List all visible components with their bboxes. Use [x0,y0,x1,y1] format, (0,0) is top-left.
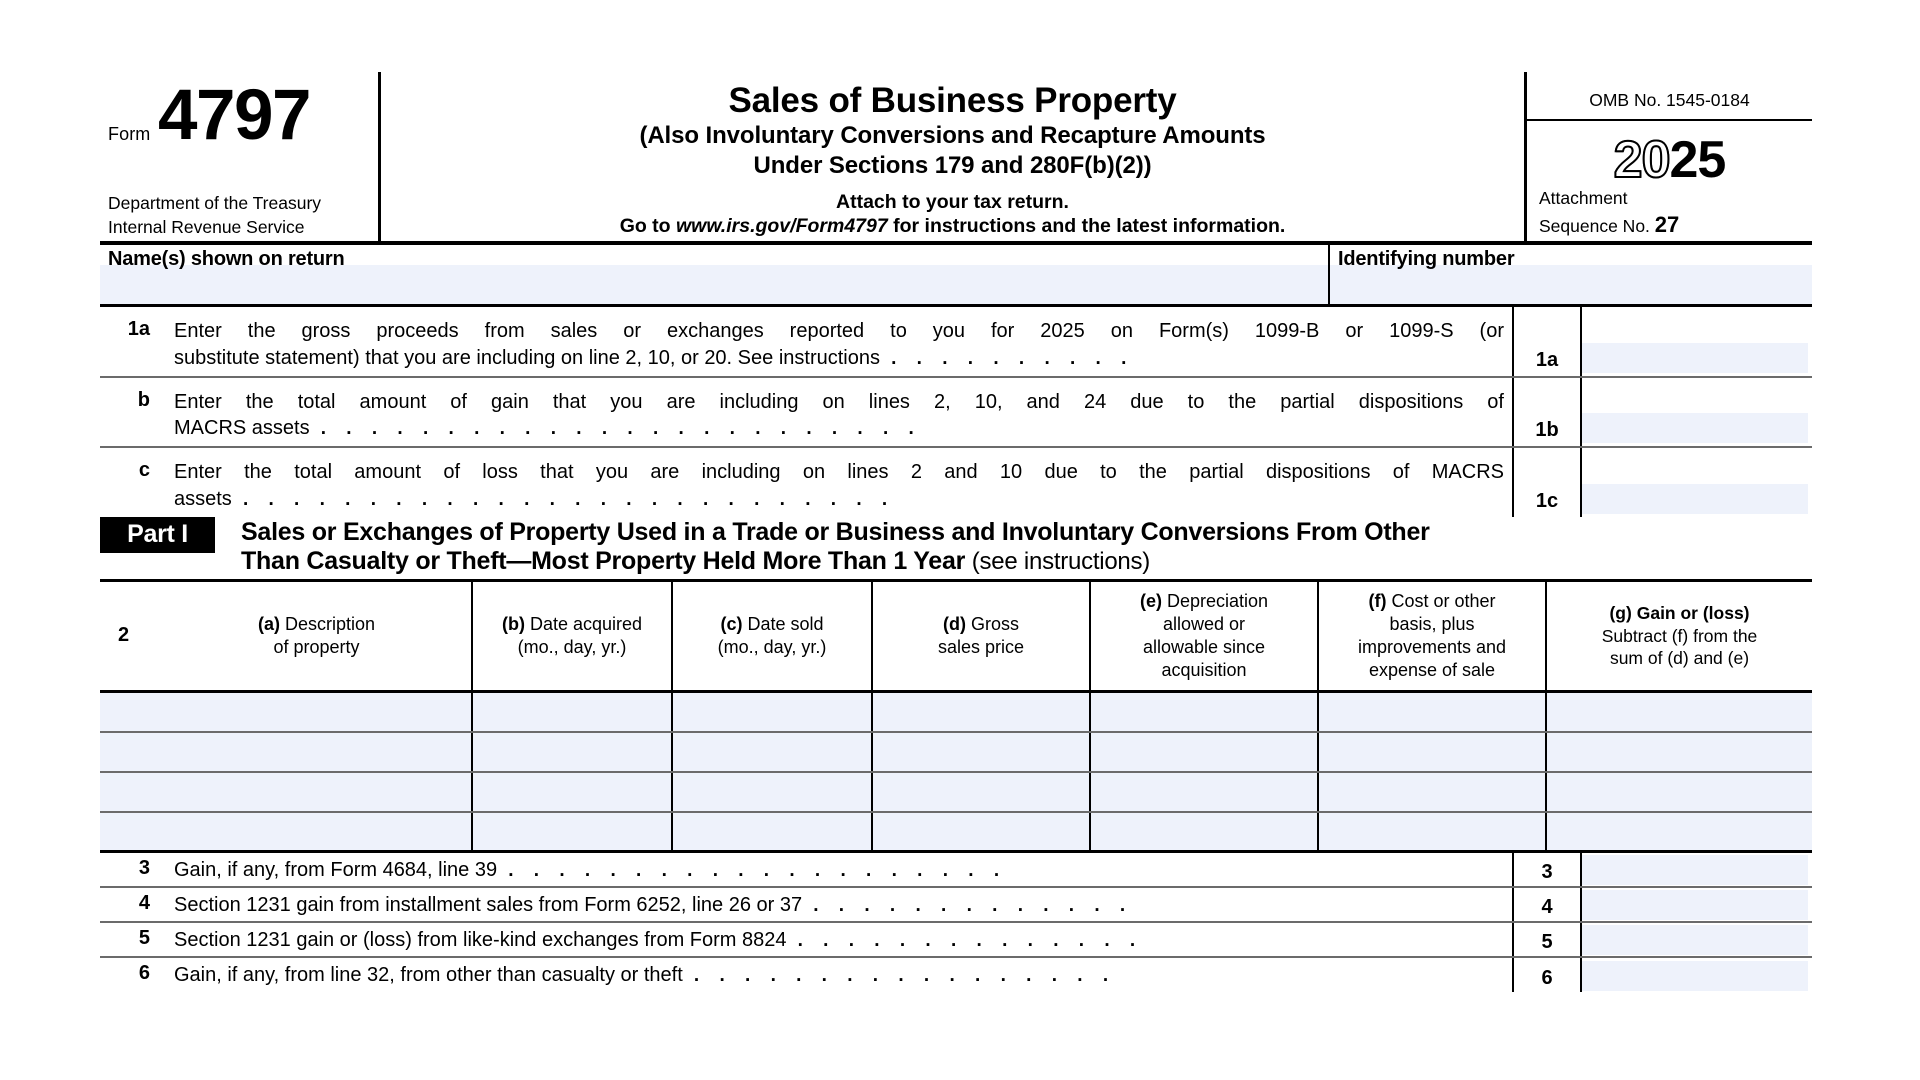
column-g-tag: (g) [1609,603,1632,624]
line-1b-amount-field[interactable] [1582,378,1812,447]
line-3-code-label: 3 [1541,861,1553,884]
line-1c-code-label: 1c [1535,489,1559,512]
property-table-line-number: 2 [100,582,162,692]
row-1-cell-a[interactable] [162,692,472,732]
column-b-tag: (b) [501,614,525,634]
line-1c-text-line-2 [174,486,1504,513]
line-1b-code [1512,378,1582,447]
line-5-code [1512,923,1582,956]
department-line-2: Internal Revenue Service [108,216,305,237]
department-line-1: Department of the Treasury [108,193,322,213]
table-row [100,812,1812,852]
row-1-cell-g[interactable] [1546,692,1812,732]
column-a-line-2: of property [273,637,360,658]
line-3-leaders: . . . . . . . . . . . . . . . . . . . . [508,860,1007,882]
column-g-line-2: Subtract (f) from the [1601,625,1758,646]
row-4-cell-c[interactable] [672,812,872,852]
line-4-row [100,888,1812,923]
column-e-line-4: acquisition [1161,660,1247,681]
column-header-g [1546,582,1812,692]
line-6-row [100,958,1812,992]
row-3-cell-c[interactable] [672,772,872,812]
column-a-line-1: Description [284,614,376,634]
column-g-line-3: sum of (d) and (e) [1609,648,1750,669]
line-1a-text-line-2-content: substitute statement) that you are including on line 2, 10, or 20. See instructions [174,346,880,369]
column-header-a [162,582,472,692]
line-1a-text-line-1: Enter the gross proceeds from sales or exchanges reported to you for 2025 on Form(s) 1099-B or 1099-S (or [174,320,1504,342]
row-2-cell-g[interactable] [1546,732,1812,772]
line-4-code-label: 4 [1541,895,1553,918]
part-1-tag: Part I [100,517,215,553]
row-4-cell-a[interactable] [162,812,472,852]
column-d-line-1: Gross [970,614,1019,634]
column-c-line-1: Date sold [747,614,824,634]
part-1-header [100,517,1812,582]
row-2-cell-c[interactable] [672,732,872,772]
line-6-text-content: Gain, if any, from line 32, from other than casualty or theft [174,963,683,986]
line-3-code [1512,853,1582,886]
line-4-code [1512,888,1582,921]
line-3-text-content: Gain, if any, from Form 4684, line 39 [174,859,498,882]
line-1b-text-line-1: Enter the total amount of gain that you are including on lines 2, 10, and 24 due to the partial dispositions of [174,390,1504,413]
line-1c-row [100,448,1812,517]
column-f-line-4: expense of sale [1368,660,1496,681]
row-4-cell-g[interactable] [1546,812,1812,852]
line-6-text [162,958,1512,992]
line-5-text-content: Section 1231 gain or (loss) from like-kind exchanges from Form 8824 [174,928,787,951]
column-f-tag: (f) [1368,590,1387,611]
line-1c-number: c [138,459,150,482]
line-1a-row [100,307,1812,378]
line-6-code-label: 6 [1541,966,1553,989]
row-1-cell-c[interactable] [672,692,872,732]
attachment-sequence-label: Sequence No. [1539,216,1650,237]
form-title: Sales of Business Property [728,81,1177,120]
column-b-line-2: (mo., day, yr.) [517,637,627,658]
row-1-cell-f[interactable] [1318,692,1546,732]
column-d-line-2: sales price [937,637,1025,658]
column-e-line-2: allowed or [1162,614,1246,634]
line-6-code [1512,958,1582,992]
column-header-d [872,582,1090,692]
line-1b-leaders: . . . . . . . . . . . . . . . . . . . . . . . . [320,418,922,440]
line-5-number: 5 [138,926,150,949]
line-1b-text-line-2 [174,415,1504,442]
goto-url[interactable]: www.irs.gov/Form4797 [676,215,888,238]
taxpayer-identity-row [100,245,1812,307]
names-field-cell[interactable] [100,245,1330,304]
property-table-header-row [100,582,1812,692]
line-6-amount-field[interactable] [1582,958,1812,992]
column-f-line-2: basis, plus [1389,614,1475,634]
line-3-row [100,853,1812,888]
row-3-cell-g[interactable] [1546,772,1812,812]
form-word-label: Form [108,124,151,144]
line-3-number: 3 [138,857,150,880]
form-header [100,72,1812,245]
row-1-cell-e[interactable] [1090,692,1318,732]
part-1-title-note: (see instructions) [971,548,1151,576]
row-2-cell-e[interactable] [1090,732,1318,772]
row-2-cell-d[interactable] [872,732,1090,772]
irs-form-4797 [100,72,1812,992]
column-f-line-3: improvements and [1357,637,1507,658]
line-1c-text-line-2-content: assets [174,487,232,510]
row-3-cell-e[interactable] [1090,772,1318,812]
column-c-line-2: (mo., day, yr.) [717,637,827,658]
row-4-cell-e[interactable] [1090,812,1318,852]
line-1a-amount-field[interactable] [1582,307,1812,376]
row-1-cell-d[interactable] [872,692,1090,732]
row-3-cell-f[interactable] [1318,772,1546,812]
line-1c-text [162,448,1512,517]
row-1-cell-number [100,692,162,732]
table-row [100,692,1812,732]
line-1b-text [162,378,1512,447]
column-header-f [1318,582,1546,692]
line-5-amount-field[interactable] [1582,923,1812,956]
line-1b-number: b [137,388,150,411]
header-form-identity [100,72,381,241]
line-1a-code [1512,307,1582,376]
line-3-text [162,853,1512,886]
line-1c-amount-field[interactable] [1582,448,1812,517]
part-1-title-line-1: Sales or Exchanges of Property Used in a Trade or Business and Involuntary Conversions From Other [241,517,1430,546]
row-2-cell-f[interactable] [1318,732,1546,772]
line-5-code-label: 5 [1541,930,1553,953]
line-1b-code-label: 1b [1535,419,1559,442]
row-3-cell-b[interactable] [472,772,672,812]
line-5-text [162,923,1512,956]
line-1c-code [1512,448,1582,517]
table-row [100,772,1812,812]
attachment-sequence-number: 27 [1654,212,1680,238]
column-header-c [672,582,872,692]
column-f-line-1: Cost or other [1391,590,1496,611]
row-2-cell-a[interactable] [162,732,472,772]
form-number: 4797 [158,76,310,155]
form-subtitle-line-2: Under Sections 179 and 280F(b)(2)) [753,152,1152,180]
row-4-cell-number [100,812,162,852]
row-3-cell-d[interactable] [872,772,1090,812]
column-g-line-1: Gain or (loss) [1636,603,1750,624]
line-1a-leaders: . . . . . . . . . . [891,347,1134,369]
row-4-cell-d[interactable] [872,812,1090,852]
attachment-sequence [1527,183,1812,240]
row-3-cell-number [100,772,162,812]
column-a-tag: (a) [257,614,280,634]
tax-year [1527,121,1812,189]
part-1-title-line-2 [241,547,1812,577]
line-4-text [162,888,1512,921]
row-4-cell-f[interactable] [1318,812,1546,852]
attachment-sequence-line [1539,210,1812,239]
line-5-leaders: . . . . . . . . . . . . . . [797,929,1143,951]
line-1c-leaders: . . . . . . . . . . . . . . . . . . . . . . . . . . [242,488,895,510]
row-2-cell-b[interactable] [472,732,672,772]
column-e-tag: (e) [1139,590,1162,611]
attach-instruction: Attach to your tax return. [836,190,1069,213]
table-row [100,732,1812,772]
line-3-amount-field[interactable] [1582,853,1812,886]
row-2-cell-number [100,732,162,772]
line-6-number: 6 [138,961,150,984]
line-4-amount-field[interactable] [1582,888,1812,921]
line-5-row [100,923,1812,958]
column-e-line-1: Depreciation [1166,590,1269,611]
header-title-block [381,72,1524,241]
line-1b-text-line-2-content: MACRS assets [174,417,310,440]
goto-prefix: Go to [619,215,677,238]
line-1a-text-line-2 [174,345,1504,372]
line-1a-text [162,307,1512,376]
part-1-title [215,517,1812,577]
line-6-leaders: . . . . . . . . . . . . . . . . . [693,964,1116,986]
tax-year-suffix: 25 [1669,131,1726,189]
column-e-line-3: allowable since [1142,637,1266,658]
line-1a-code-label: 1a [1535,348,1559,371]
column-header-b [472,582,672,692]
line-1a-number: 1a [127,318,150,340]
header-omb-block [1524,72,1812,241]
line-4-number: 4 [138,892,150,915]
column-header-e [1090,582,1318,692]
identifying-number-label: Identifying number [1338,248,1515,270]
row-3-cell-a[interactable] [162,772,472,812]
omb-number: OMB No. 1545-0184 [1527,72,1812,121]
line-1b-row [100,378,1812,449]
goto-suffix: for instructions and the latest information. [887,215,1286,238]
line-4-text-content: Section 1231 gain from installment sales from Form 6252, line 26 or 37 [174,894,803,917]
line-1c-text-line-1: Enter the total amount of loss that you are including on lines 2 and 10 due to the partial dispositions of MACRS [174,461,1504,484]
column-d-tag: (d) [942,614,966,634]
column-b-line-1: Date acquired [529,614,643,634]
attachment-label: Attachment [1539,188,1628,208]
identifying-number-cell[interactable] [1330,245,1812,304]
form-subtitle-line-1: (Also Involuntary Conversions and Recapture Amounts [639,122,1266,150]
part-1-title-line-2-content: Than Casualty or Theft—Most Property Held More Than 1 Year [241,547,966,576]
row-1-cell-b[interactable] [472,692,672,732]
property-table [100,582,1812,854]
goto-instruction [381,214,1524,238]
line-4-leaders: . . . . . . . . . . . . . [813,895,1133,917]
department-block [108,192,321,240]
tax-year-century: 20 [1613,131,1670,189]
names-label: Name(s) shown on return [108,248,345,270]
column-c-tag: (c) [720,614,743,634]
row-4-cell-b[interactable] [472,812,672,852]
